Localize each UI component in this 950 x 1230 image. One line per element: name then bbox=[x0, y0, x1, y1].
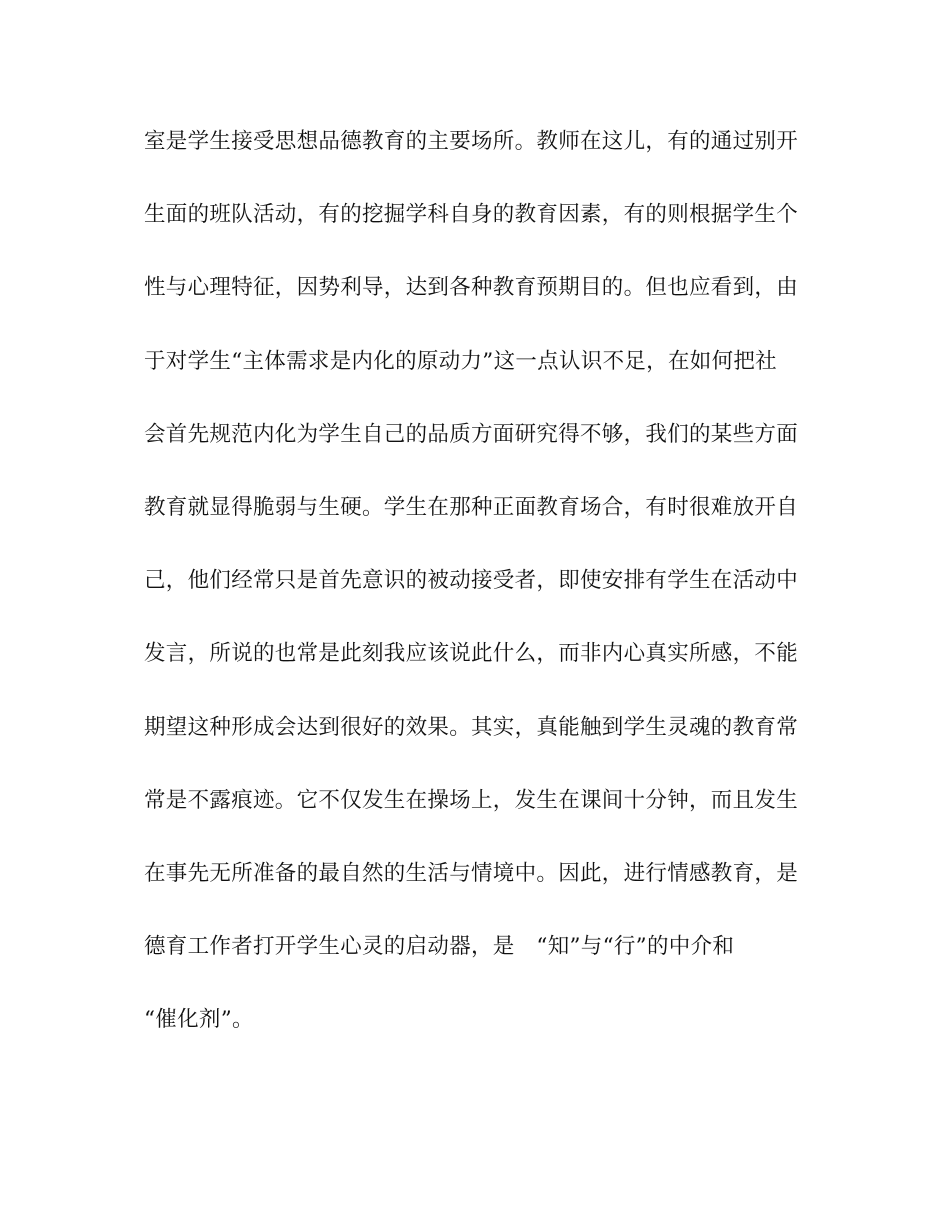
text-line: 德育工作者打开学生心灵的启动器，是 “知”与“行”的中介和 bbox=[144, 934, 735, 960]
text-line: 教育就显得脆弱与生硬。学生在那种正面教育场合，有时很难放开自 bbox=[144, 494, 799, 520]
text-line: 于对学生“主体需求是内化的原动力”这一点认识不足，在如何把社 bbox=[144, 348, 777, 374]
text-line: 生面的班队活动，有的挖掘学科自身的教育因素，有的则根据学生个 bbox=[144, 202, 799, 228]
text-line: 常是不露痕迹。它不仅发生在操场上，发生在课间十分钟，而且发生 bbox=[144, 787, 799, 813]
text-line: 期望这种形成会达到很好的效果。其实，真能触到学生灵魂的教育常 bbox=[144, 714, 799, 740]
text-line: 性与心理特征，因势利导，达到各种教育预期目的。但也应看到，由 bbox=[144, 275, 799, 301]
text-line: 己，他们经常只是首先意识的被动接受者，即使安排有学生在活动中 bbox=[144, 568, 799, 594]
text-line: 在事先无所准备的最自然的生活与情境中。因此，进行情感教育，是 bbox=[144, 860, 799, 886]
text-line: 室是学生接受思想品德教育的主要场所。教师在这儿，有的通过别开 bbox=[144, 129, 799, 154]
text-line: 会首先规范内化为学生自己的品质方面研究得不够，我们的某些方面 bbox=[144, 421, 799, 447]
body-paragraph bbox=[144, 122, 814, 1073]
text-line: 发言，所说的也常是此刻我应该说此什么，而非内心真实所感，不能 bbox=[144, 641, 799, 667]
text-line: “催化剂”。 bbox=[144, 1007, 254, 1033]
